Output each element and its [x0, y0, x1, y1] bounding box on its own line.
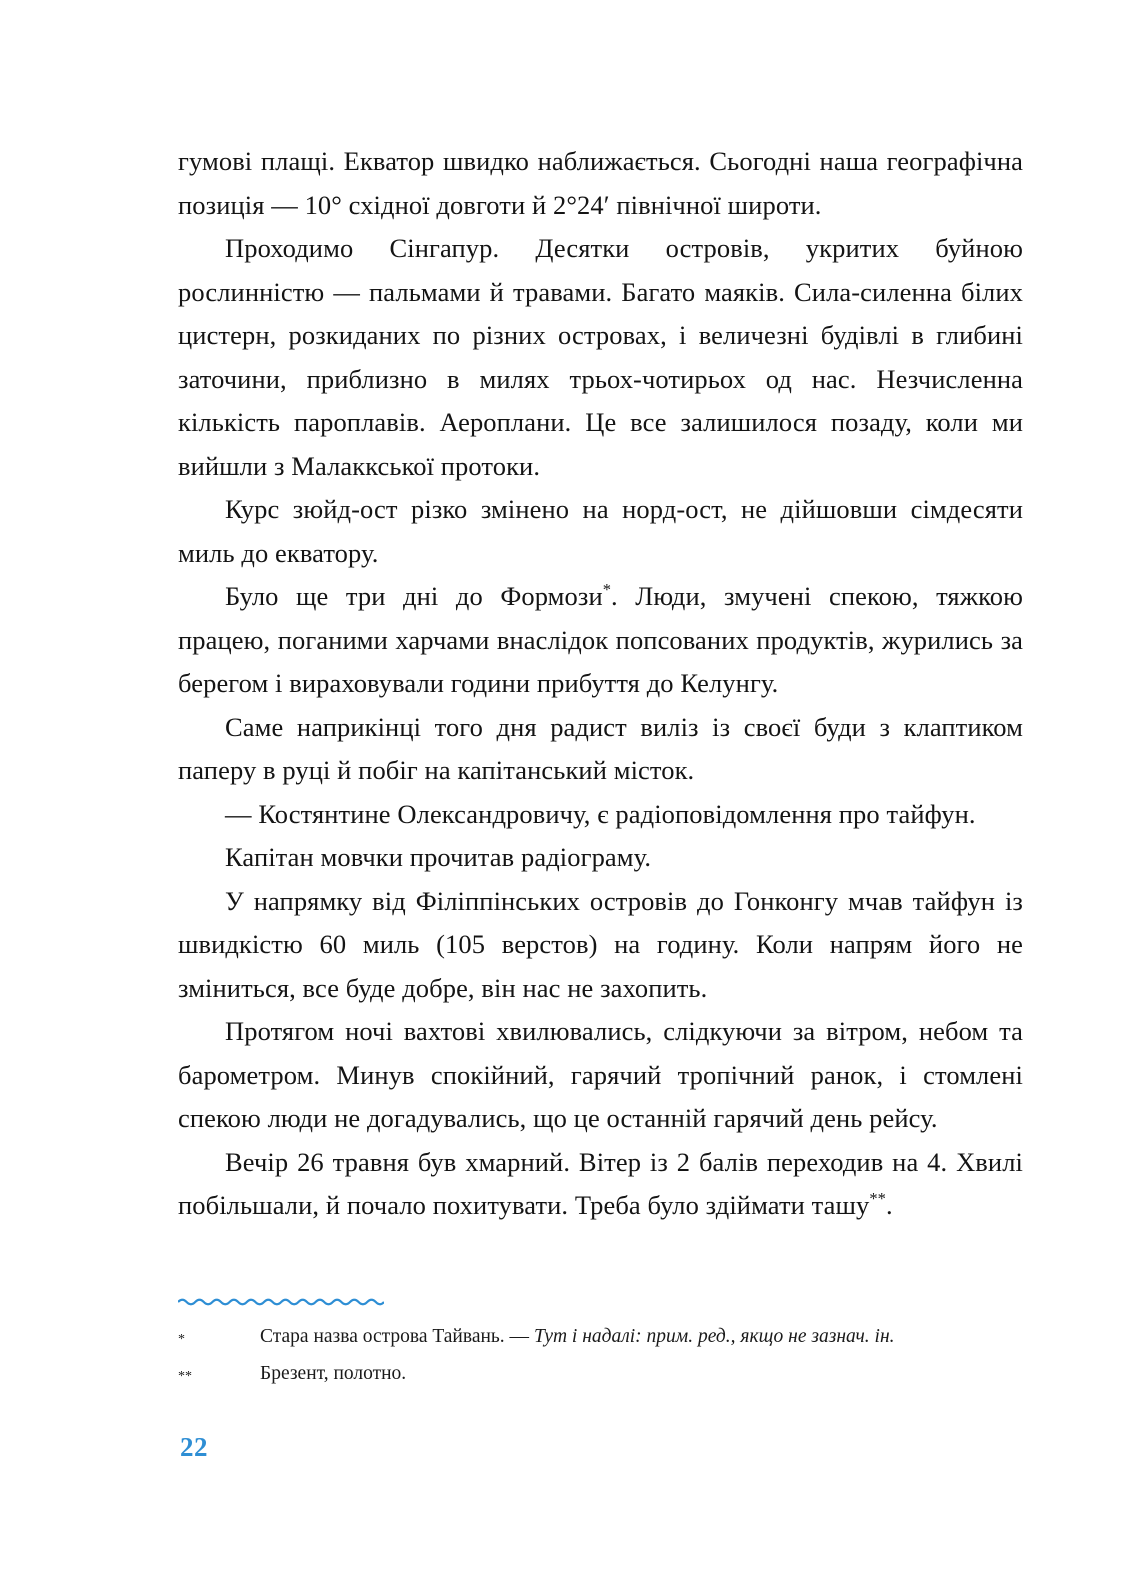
footnote-marker-2[interactable]: ** — [869, 1189, 886, 1209]
paragraph-8: У напрямку від Філіппінських островів до Гонконгу мчав тайфун із швидкістю 60 миль (105 верстов) на годину. Коли напрям його не зміниться, все буде добре, він нас не захопить. — [178, 885, 1023, 1003]
footnote-item — [178, 1357, 1023, 1394]
paragraph-7: Капітан мовчки прочитав радіограму. — [225, 842, 652, 872]
body-text — [178, 140, 1023, 1228]
footnote-mark: ** — [178, 1369, 192, 1384]
paragraph-4-text-after: . Люди, змучені спекою, тяжкою працею, поганими харчами внаслідок попсованих продуктів, журились за берегом і вираховували години прибуття до Келунгу. — [178, 581, 1023, 698]
footnote-marker-1[interactable]: * — [602, 580, 612, 600]
footnote-mark: * — [178, 1332, 185, 1347]
footnote-text-italic: Тут і надалі: прим. ред., якщо не зазнач. ін. — [533, 1326, 895, 1347]
paragraph-9: Протягом ночі вахтові хвилювались, слідкуючи за вітром, небом та барометром. Минув спокійний, гарячий тропічний ранок, і стомлені спекою люди не догадувались, що це останній гарячий день рейсу. — [178, 1016, 1023, 1133]
footnote-item — [178, 1320, 1023, 1357]
paragraph-4-text-before: Було ще три дні до Формози — [225, 581, 603, 611]
paragraph-2: Проходимо Сінгапур. Десятки островів, укритих буйною рослинністю — пальмами й травами. Багато маяків. Сила-силенна білих цистерн, розкиданих по різних островах, і величезні будівлі в глибині заточини, приблизно в милях трьох-чотирьох од нас. Незчисленна кількість пароплавів. Аероплани. Це все залишилося позаду, коли ми вийшли з Малаккської протоки. — [178, 233, 1023, 481]
footnote-separator-wavy-rule — [178, 1297, 384, 1307]
paragraph-10-text-before: Вечір 26 травня був хмарний. Вітер із 2 балів переходив на 4. Хвилі побільшали, й почало похитувати. Треба було здіймати ташу — [178, 1146, 1023, 1220]
paragraph-10 — [178, 1141, 1023, 1228]
paragraph-6: — Костянтине Олександровичу, є радіоповідомлення про тайфун. — [225, 798, 976, 829]
paragraph-3: Курс зюйд-ост різко змінено на норд-ост, не дійшовши сімдесяти миль до екватору. — [178, 494, 1023, 568]
footnotes — [178, 1320, 1023, 1394]
paragraph-1: гумові плащі. Екватор швидко наближається. Сьогодні наша географічна позиція — 10° східної довготи й 2°24′ північної широти. — [178, 146, 1023, 220]
footnote-text — [260, 1357, 1023, 1391]
paragraph-4 — [178, 575, 1023, 706]
page-number: 22 — [180, 1432, 208, 1462]
footnote-text-plain: Стара назва острова Тайвань. — — [260, 1326, 534, 1347]
footnote-text — [260, 1320, 1023, 1354]
footnote-text-plain: Брезент, полотно. — [260, 1363, 407, 1384]
paragraph-5: Саме наприкінці того дня радист виліз із своєї буди з клаптиком паперу в руці й побіг на капітанський місток. — [178, 711, 1023, 785]
paragraph-10-text-after: . — [886, 1190, 893, 1220]
